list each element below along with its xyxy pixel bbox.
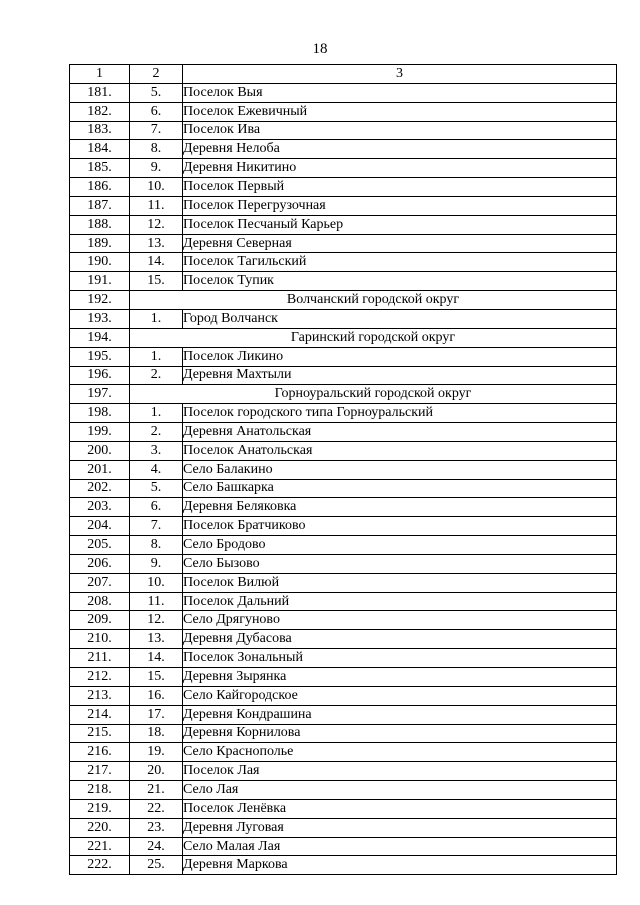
row-number: 209. — [70, 611, 130, 630]
table-row — [70, 121, 617, 140]
settlement-name: Деревня Кондрашина — [183, 705, 617, 724]
column-header-name: 3 — [183, 65, 617, 84]
row-number: 204. — [70, 517, 130, 536]
row-number: 207. — [70, 573, 130, 592]
local-number: 25. — [130, 856, 183, 875]
settlement-name: Деревня Нелоба — [183, 140, 617, 159]
row-number: 212. — [70, 668, 130, 687]
local-number: 9. — [130, 159, 183, 178]
settlement-name: Поселок Выя — [183, 83, 617, 102]
row-number: 219. — [70, 799, 130, 818]
table-row — [70, 649, 617, 668]
table-row — [70, 309, 617, 328]
table-row — [70, 630, 617, 649]
row-number: 181. — [70, 83, 130, 102]
settlement-name: Город Волчанск — [183, 309, 617, 328]
table-row — [70, 404, 617, 423]
row-number: 220. — [70, 818, 130, 837]
local-number: 1. — [130, 347, 183, 366]
settlement-name: Деревня Маркова — [183, 856, 617, 875]
settlement-name: Село Балакино — [183, 460, 617, 479]
local-number: 4. — [130, 460, 183, 479]
table-row — [70, 818, 617, 837]
settlement-name: Поселок Тагильский — [183, 253, 617, 272]
settlement-name: Деревня Никитино — [183, 159, 617, 178]
local-number: 19. — [130, 743, 183, 762]
settlement-name: Деревня Дубасова — [183, 630, 617, 649]
local-number: 17. — [130, 705, 183, 724]
row-number: 182. — [70, 102, 130, 121]
local-number: 10. — [130, 178, 183, 197]
settlement-name: Село Малая Лая — [183, 837, 617, 856]
row-number: 194. — [70, 328, 130, 347]
row-number: 188. — [70, 215, 130, 234]
settlements-table — [69, 64, 617, 875]
local-number: 11. — [130, 592, 183, 611]
table-row — [70, 856, 617, 875]
row-number: 193. — [70, 309, 130, 328]
table-row — [70, 234, 617, 253]
local-number: 5. — [130, 479, 183, 498]
row-number: 199. — [70, 423, 130, 442]
settlement-name: Поселок Зональный — [183, 649, 617, 668]
settlement-name: Поселок Вилюй — [183, 573, 617, 592]
row-number: 187. — [70, 196, 130, 215]
settlement-name: Поселок Братчиково — [183, 517, 617, 536]
local-number: 14. — [130, 649, 183, 668]
local-number: 18. — [130, 724, 183, 743]
settlement-name: Деревня Махтыли — [183, 366, 617, 385]
settlement-name: Село Бродово — [183, 536, 617, 555]
row-number: 202. — [70, 479, 130, 498]
local-number: 22. — [130, 799, 183, 818]
table-row — [70, 781, 617, 800]
local-number: 1. — [130, 309, 183, 328]
local-number: 3. — [130, 441, 183, 460]
table-row — [70, 423, 617, 442]
settlement-name: Поселок Тупик — [183, 272, 617, 291]
table-row — [70, 272, 617, 291]
row-number: 197. — [70, 385, 130, 404]
local-number: 21. — [130, 781, 183, 800]
table-row — [70, 668, 617, 687]
row-number: 214. — [70, 705, 130, 724]
row-number: 210. — [70, 630, 130, 649]
local-number: 23. — [130, 818, 183, 837]
local-number: 7. — [130, 517, 183, 536]
municipality-name: Гаринский городской округ — [130, 328, 617, 347]
table-body — [70, 65, 617, 875]
table-row — [70, 724, 617, 743]
local-number: 8. — [130, 536, 183, 555]
table-row — [70, 140, 617, 159]
table-row — [70, 536, 617, 555]
local-number: 12. — [130, 611, 183, 630]
local-number: 5. — [130, 83, 183, 102]
row-number: 191. — [70, 272, 130, 291]
table-row — [70, 743, 617, 762]
page-number: 18 — [312, 41, 328, 57]
local-number: 24. — [130, 837, 183, 856]
row-number: 185. — [70, 159, 130, 178]
row-number: 189. — [70, 234, 130, 253]
table-row — [70, 799, 617, 818]
settlement-name: Поселок Песчаный Карьер — [183, 215, 617, 234]
column-header-local-number: 2 — [130, 65, 183, 84]
settlement-name: Поселок Ленёвка — [183, 799, 617, 818]
table-row — [70, 347, 617, 366]
settlement-name: Поселок Первый — [183, 178, 617, 197]
settlement-name: Деревня Корнилова — [183, 724, 617, 743]
table-row — [70, 215, 617, 234]
settlement-name: Село Кайгородское — [183, 686, 617, 705]
row-number: 222. — [70, 856, 130, 875]
settlement-name: Деревня Зырянка — [183, 668, 617, 687]
settlement-name: Деревня Северная — [183, 234, 617, 253]
table-row — [70, 611, 617, 630]
settlement-name: Поселок городского типа Горноуральский — [183, 404, 617, 423]
table-row — [70, 83, 617, 102]
row-number: 217. — [70, 762, 130, 781]
row-number: 203. — [70, 498, 130, 517]
settlement-name: Село Краснополье — [183, 743, 617, 762]
row-number: 186. — [70, 178, 130, 197]
row-number: 196. — [70, 366, 130, 385]
local-number: 2. — [130, 423, 183, 442]
row-number: 221. — [70, 837, 130, 856]
local-number: 13. — [130, 234, 183, 253]
local-number: 9. — [130, 554, 183, 573]
settlement-name: Поселок Лая — [183, 762, 617, 781]
row-number: 201. — [70, 460, 130, 479]
column-header-number: 1 — [70, 65, 130, 84]
table-header-row — [70, 65, 617, 84]
settlement-name: Село Башкарка — [183, 479, 617, 498]
local-number: 13. — [130, 630, 183, 649]
local-number: 15. — [130, 272, 183, 291]
local-number: 20. — [130, 762, 183, 781]
local-number: 2. — [130, 366, 183, 385]
settlement-name: Поселок Ива — [183, 121, 617, 140]
row-number: 190. — [70, 253, 130, 272]
local-number: 14. — [130, 253, 183, 272]
row-number: 218. — [70, 781, 130, 800]
table-row — [70, 573, 617, 592]
table-row — [70, 178, 617, 197]
table-row — [70, 705, 617, 724]
settlement-name: Поселок Ежевичный — [183, 102, 617, 121]
local-number: 6. — [130, 102, 183, 121]
row-number: 195. — [70, 347, 130, 366]
row-number: 206. — [70, 554, 130, 573]
table-row — [70, 592, 617, 611]
settlement-name: Поселок Ликино — [183, 347, 617, 366]
group-header-row — [70, 328, 617, 347]
settlement-name: Деревня Анатольская — [183, 423, 617, 442]
settlement-name: Поселок Анатольская — [183, 441, 617, 460]
row-number: 200. — [70, 441, 130, 460]
municipality-name: Горноуральский городской округ — [130, 385, 617, 404]
settlement-name: Село Бызово — [183, 554, 617, 573]
table-row — [70, 460, 617, 479]
table-row — [70, 366, 617, 385]
row-number: 184. — [70, 140, 130, 159]
local-number: 11. — [130, 196, 183, 215]
table-row — [70, 253, 617, 272]
local-number: 1. — [130, 404, 183, 423]
table-row — [70, 159, 617, 178]
row-number: 208. — [70, 592, 130, 611]
table-row — [70, 517, 617, 536]
local-number: 10. — [130, 573, 183, 592]
group-header-row — [70, 385, 617, 404]
local-number: 12. — [130, 215, 183, 234]
settlement-name: Деревня Луговая — [183, 818, 617, 837]
table-row — [70, 102, 617, 121]
row-number: 216. — [70, 743, 130, 762]
local-number: 15. — [130, 668, 183, 687]
row-number: 205. — [70, 536, 130, 555]
table-row — [70, 686, 617, 705]
local-number: 7. — [130, 121, 183, 140]
table-row — [70, 479, 617, 498]
row-number: 192. — [70, 291, 130, 310]
local-number: 6. — [130, 498, 183, 517]
table-row — [70, 498, 617, 517]
table-row — [70, 196, 617, 215]
group-header-row — [70, 291, 617, 310]
settlement-name: Поселок Перегрузочная — [183, 196, 617, 215]
table-row — [70, 554, 617, 573]
table-row — [70, 837, 617, 856]
local-number: 8. — [130, 140, 183, 159]
settlement-name: Деревня Беляковка — [183, 498, 617, 517]
table-row — [70, 441, 617, 460]
row-number: 198. — [70, 404, 130, 423]
row-number: 213. — [70, 686, 130, 705]
row-number: 211. — [70, 649, 130, 668]
settlement-name: Село Лая — [183, 781, 617, 800]
row-number: 215. — [70, 724, 130, 743]
settlement-name: Село Дрягуново — [183, 611, 617, 630]
settlement-name: Поселок Дальний — [183, 592, 617, 611]
local-number: 16. — [130, 686, 183, 705]
municipality-name: Волчанский городской округ — [130, 291, 617, 310]
row-number: 183. — [70, 121, 130, 140]
table-row — [70, 762, 617, 781]
